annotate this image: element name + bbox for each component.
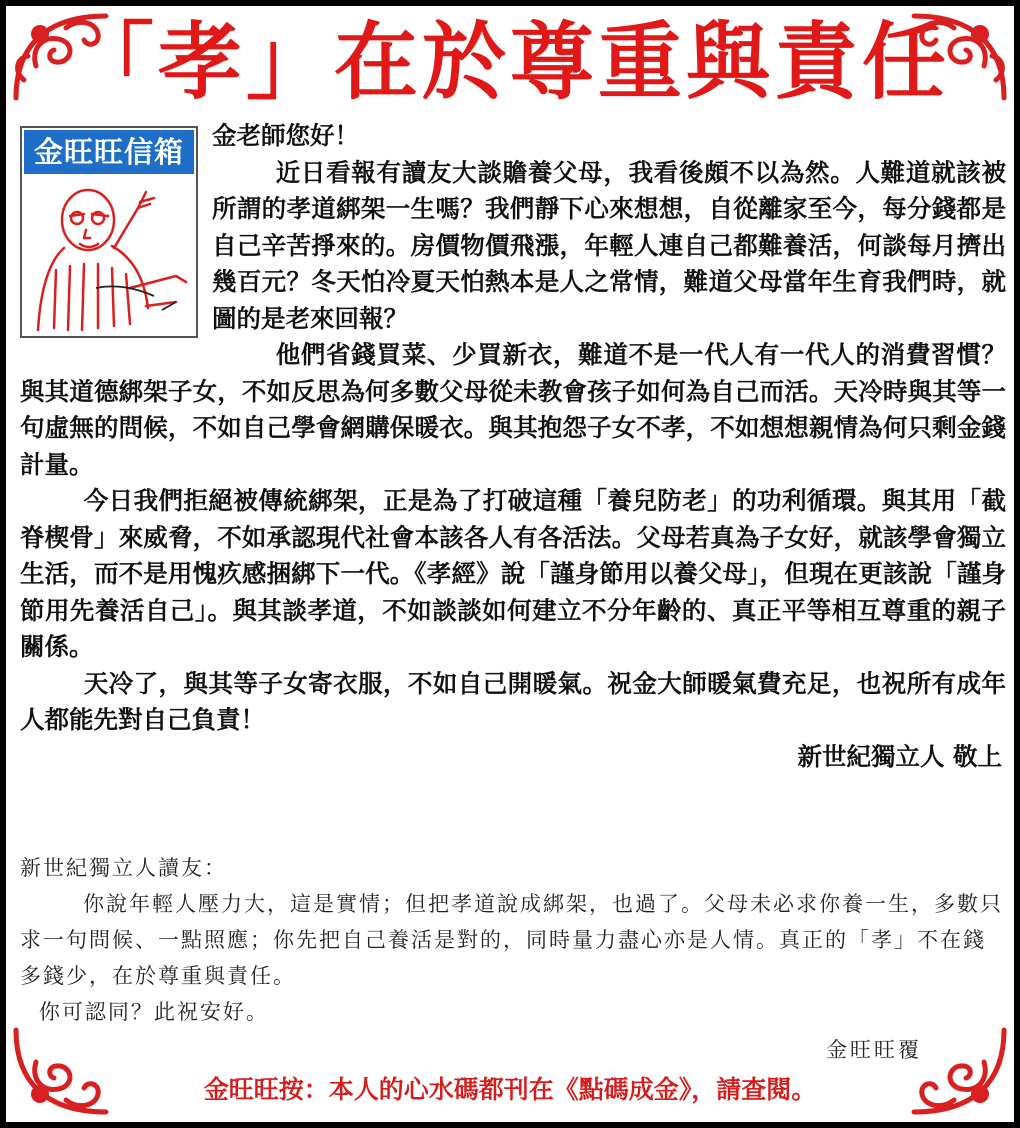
corner-ornament-icon: [904, 6, 1014, 106]
reply-body: 你說年輕人壓力大，這是實情；但把孝道說成綁架，也過了。父母未必求你養一生，多數只求一句問候、一點照應；你先把自己養活是對的，同時量力盡心亦是人情。真正的「孝」不在錢多錢少，在於尊重與責任。: [20, 892, 1003, 988]
letter-paragraph: 他們省錢買菜、少買新衣，難道不是一代人有一代人的消費習慣？與其道德綁架子女，不如反思為何多數父母從未教會孩子如何為自己而活。天冷時與其等一句虛無的問候，不如自己學會網購保暖衣。與其抱怨子女不孝，不如想想親情為何只剩金錢計量。: [20, 340, 1006, 479]
letter-signoff: 新世紀獨立人 敬上: [797, 741, 1002, 771]
page: [6, 6, 1014, 1122]
columnist-reply: [20, 850, 1006, 1030]
letter-paragraph: 天冷了，與其等子女寄衣服，不如自己開暖氣。祝金大師暖氣費充足，也祝所有成年人都能先對自己負責！: [20, 668, 1006, 734]
letter-greeting: 金老師您好！: [212, 121, 359, 150]
footer-note: 金旺旺按：本人的心水碼都刊在《點碼成金》，請查閱。: [203, 1075, 817, 1104]
reply-closing: 你可認同？此祝安好。: [38, 1000, 269, 1024]
corner-ornament-icon: [6, 6, 116, 106]
column-spacer: [20, 118, 212, 344]
reply-signature: 金旺旺覆: [826, 1038, 922, 1062]
corner-ornament-icon: [904, 1022, 1014, 1122]
letter-paragraph: 今日我們拒絕被傳統綁架，正是為了打破這種「養兒防老」的功利循環。與其用「截脊楔骨」來威脅，不如承認現代社會本該各人有各活法。父母若真為子女好，就該學會獨立生活，而不是用愧疚感捆綁下一代。《孝經》說「謹身節用以養父母」，但現在更該說「謹身節用先養活自己」。與其談孝道，不如談談如何建立不分年齡的、真正平等相互尊重的親子關係。: [20, 486, 1006, 661]
corner-ornament-icon: [6, 1022, 116, 1122]
reader-letter: [20, 118, 1006, 775]
headline: 「孝」在於尊重與責任: [69, 12, 950, 111]
letter-paragraph: 近日看報有讀友大談贍養父母，我看後頗不以為然。人難道就該被所謂的孝道綁架一生嗎？我們靜下心來想想，自從離家至今，每分錢都是自己辛苦掙來的。房價物價飛漲，年輕人連自己都難養活，何談每月擠出幾百元？冬天怕冷夏天怕熱本是人之常情，難道父母當年生育我們時，就圖的是老來回報？: [212, 157, 1006, 333]
reply-salutation: 新世紀獨立人讀友：: [20, 856, 227, 880]
column-tag: 金旺旺信箱: [24, 130, 194, 174]
